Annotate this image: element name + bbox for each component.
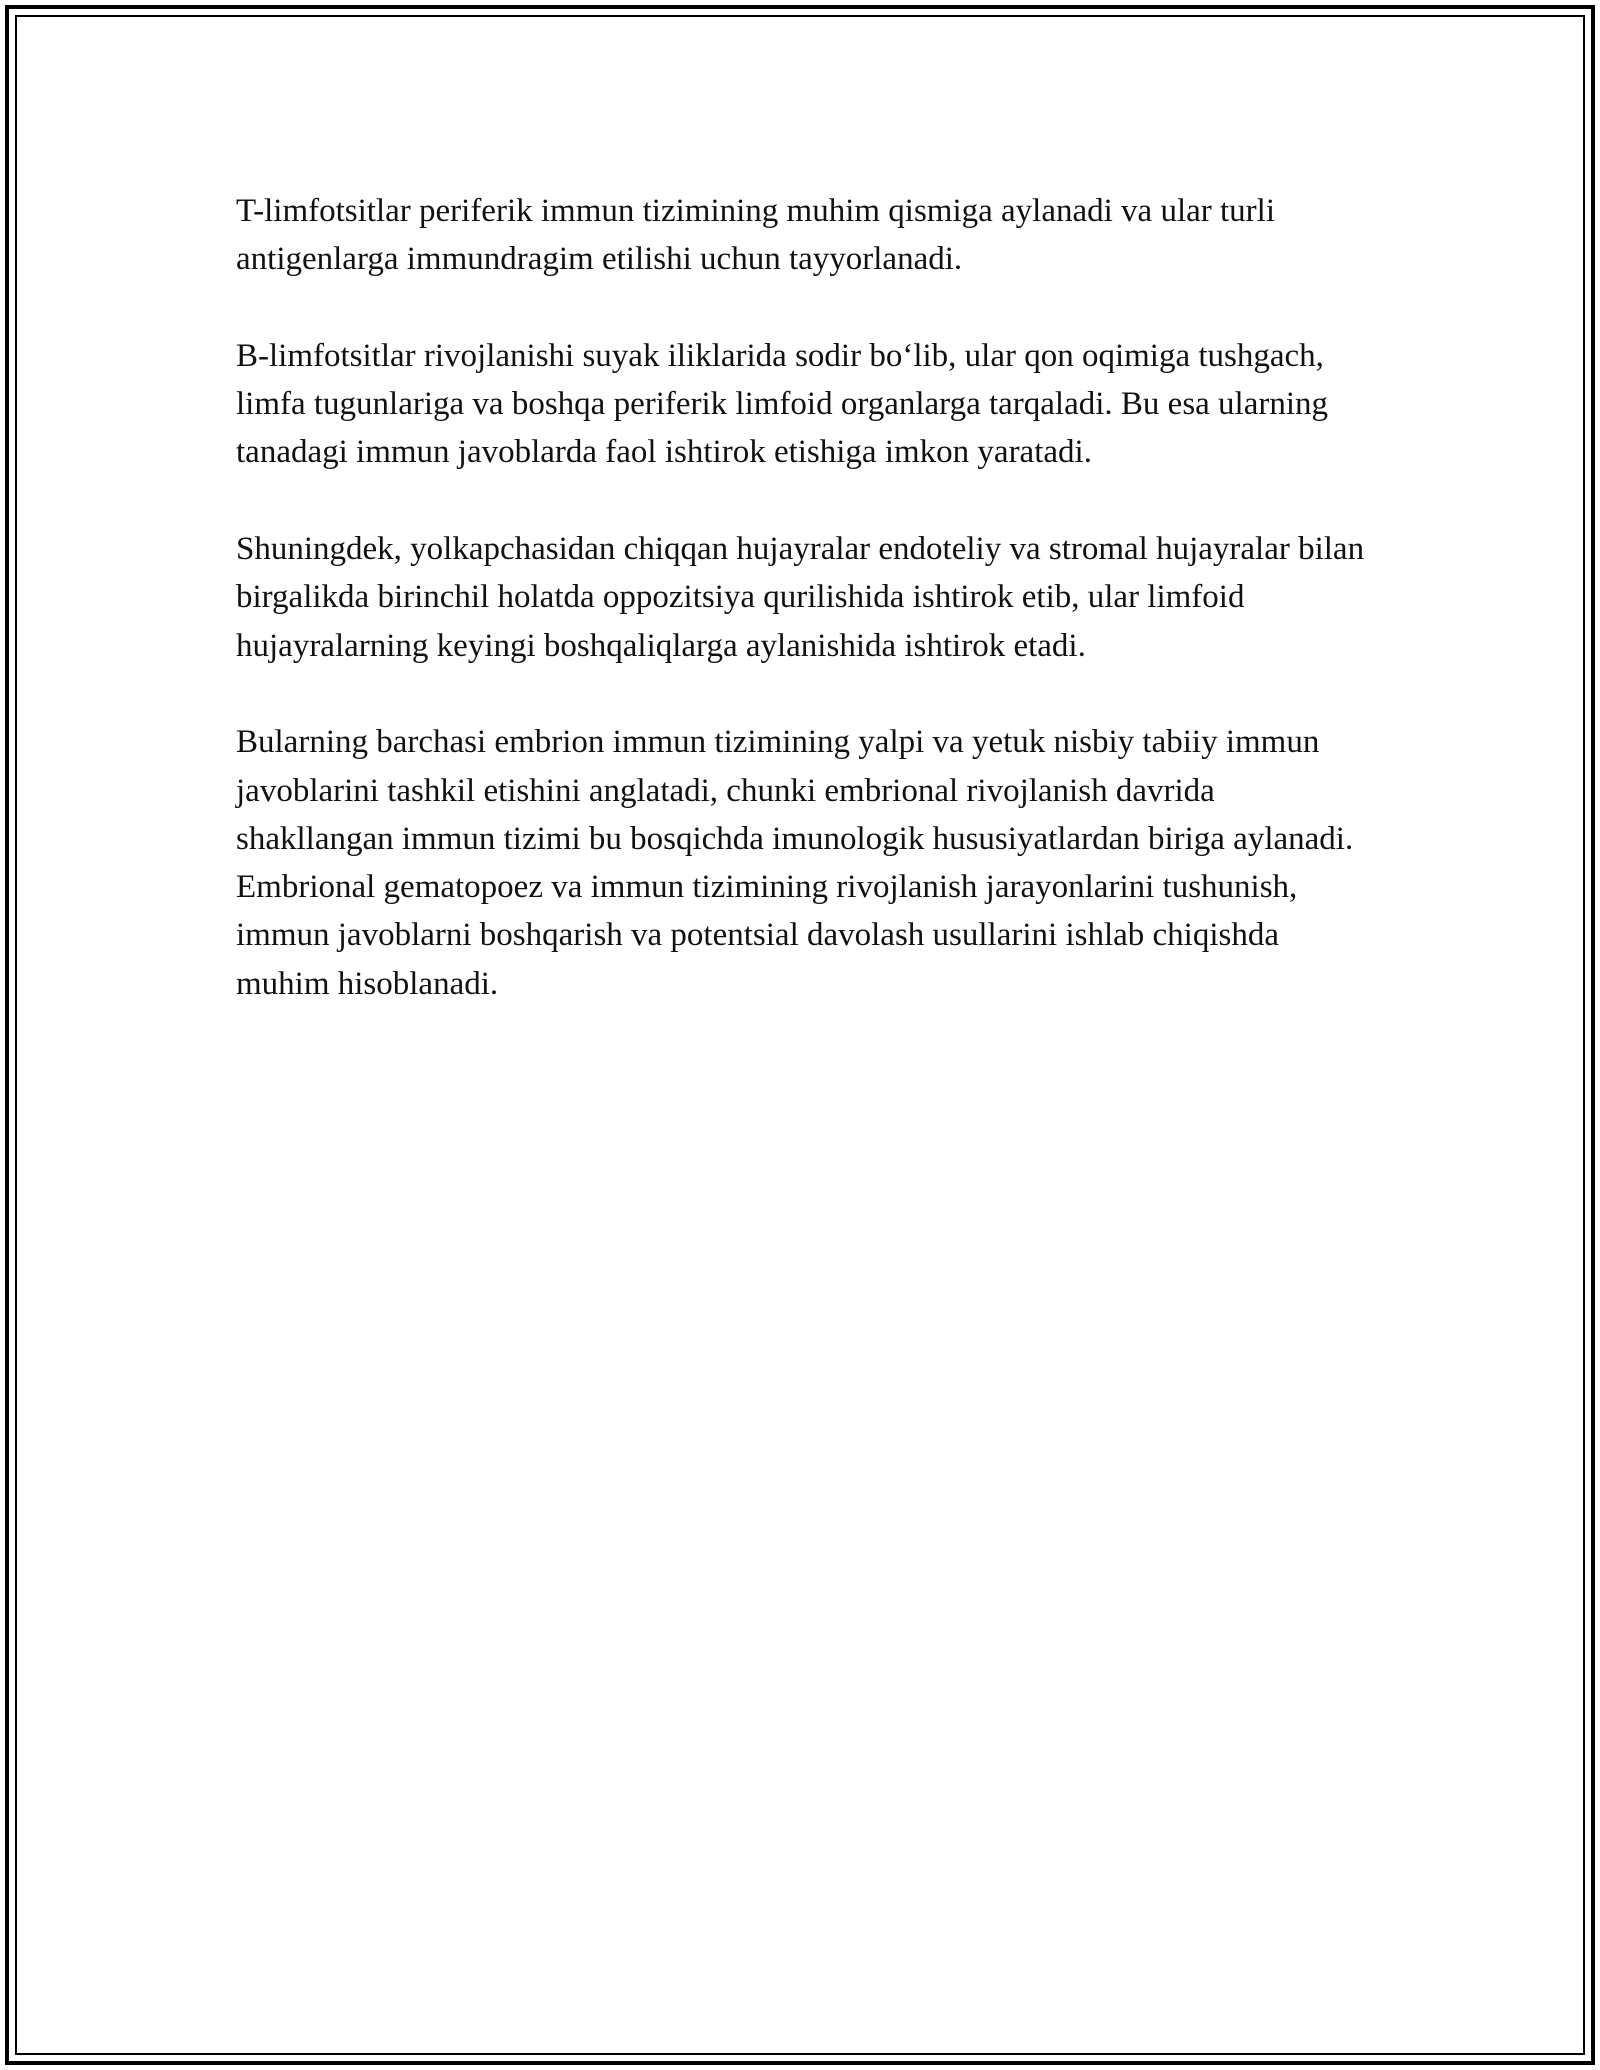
document-body xyxy=(236,187,1366,1056)
paragraph: Bularning barchasi embrion immun tizimining yalpi va yetuk nisbiy tabiiy immun javoblarini tashkil etishini anglatadi, chunki embrional rivojlanish davrida shakllangan immun tizimi bu bosqichda imunologik hususiyatlardan biriga aylanadi. Embrional gematopoez va immun tizimining rivojlanish jarayonlarini tushunish, immun javoblarni boshqarish va potentsial davolash usullarini ishlab chiqishda muhim hisoblanadi. xyxy=(236,724,1354,1002)
paragraph: B-limfotsitlar rivojlanishi suyak iliklarida sodir bo‘lib, ular qon oqimiga tushgach, limfa tugunlariga va boshqa periferik limfoid organlarga tarqaladi. Bu esa ularning tanadagi immun javoblarda faol ishtirok etishiga imkon yaratadi. xyxy=(236,337,1329,471)
paragraph: Shuningdek, yolkapchasidan chiqqan hujayralar endoteliy va stromal hujayralar bilan birgalikda birinchil holatda oppozitsiya qurilishida ishtirok etib, ular limfoid hujayralarning keyingi boshqaliqlarga aylanishida ishtirok etadi. xyxy=(236,531,1365,664)
paragraph: T-limfotsitlar periferik immun tizimining muhim qismiga aylanadi va ular turli antigenlarga immundragim etilishi uchun tayyorlanadi. xyxy=(236,193,1276,278)
